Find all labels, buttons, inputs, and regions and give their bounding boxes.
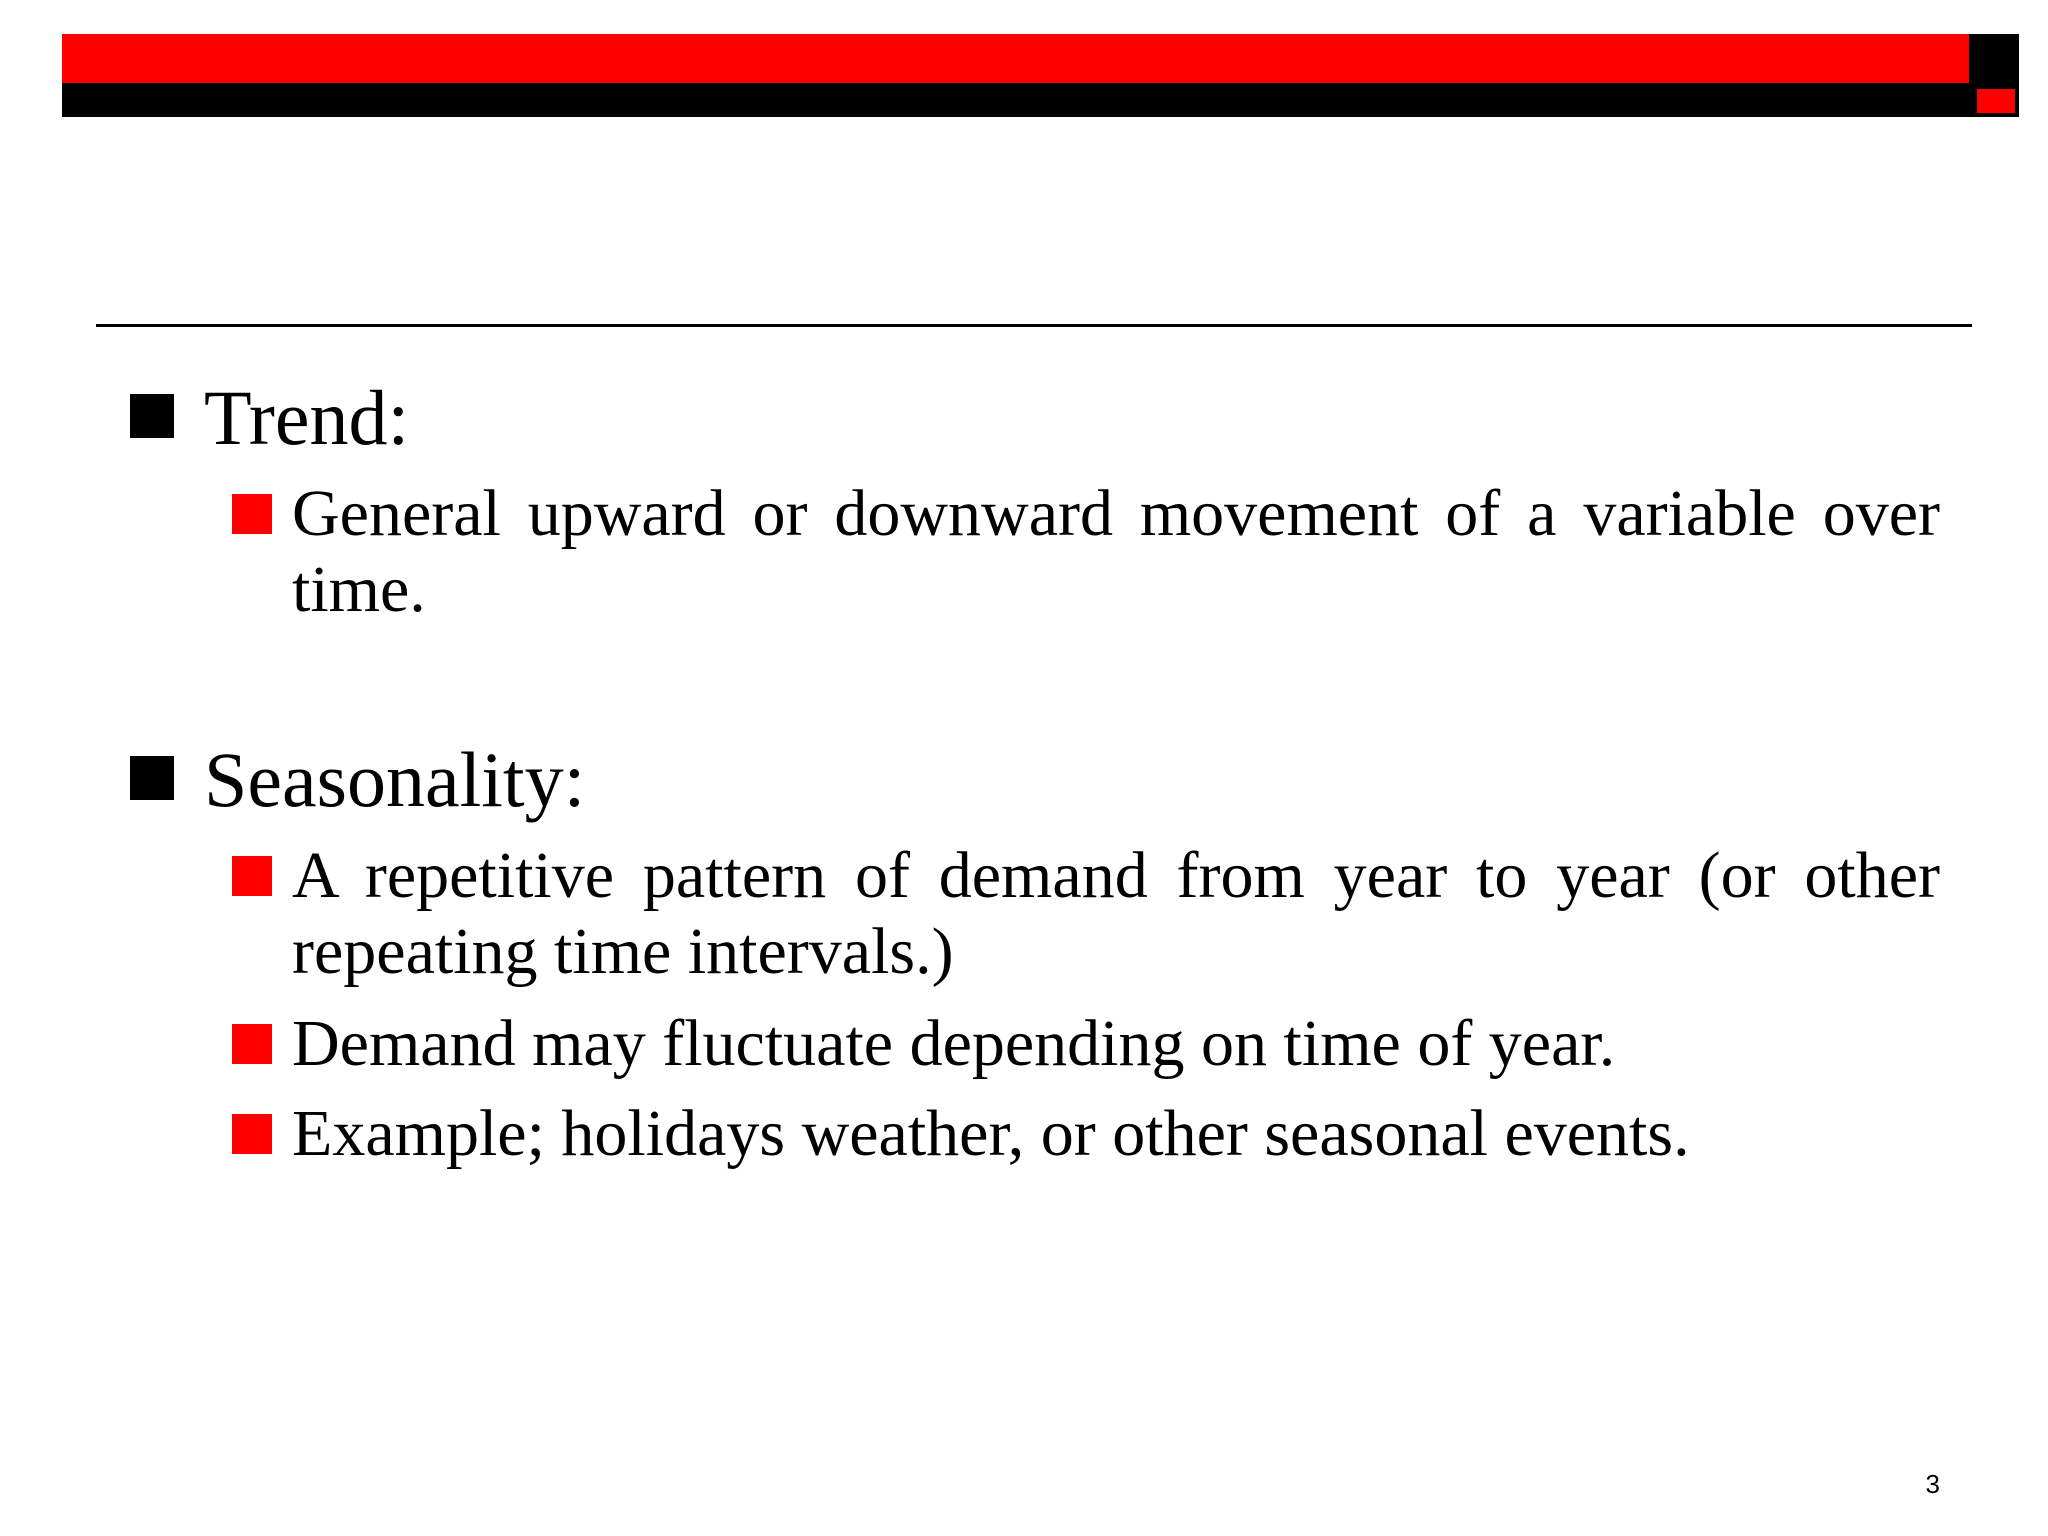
sub-bullet-text: Demand may fluctuate depending on time of year. — [292, 1007, 1616, 1080]
square-bullet-icon — [232, 1114, 272, 1154]
bullet-heading: Trend: — [204, 374, 410, 461]
square-bullet-icon — [232, 494, 272, 534]
square-bullet-icon — [130, 756, 174, 800]
sub-bullet-text: Example; holidays weather, or other seasonal events. — [292, 1097, 1690, 1170]
sub-bullet-text: General upward or downward movement of a variable over time. — [292, 477, 1940, 626]
bullet-heading: Seasonality: — [204, 736, 586, 823]
sub-bullet-text: A repetitive pattern of demand from year to year (or other repeating time intervals.) — [292, 839, 1940, 988]
square-bullet-icon — [232, 1024, 272, 1064]
page-number: 3 — [1925, 1469, 1940, 1499]
square-bullet-icon — [130, 394, 174, 438]
square-bullet-icon — [232, 856, 272, 896]
